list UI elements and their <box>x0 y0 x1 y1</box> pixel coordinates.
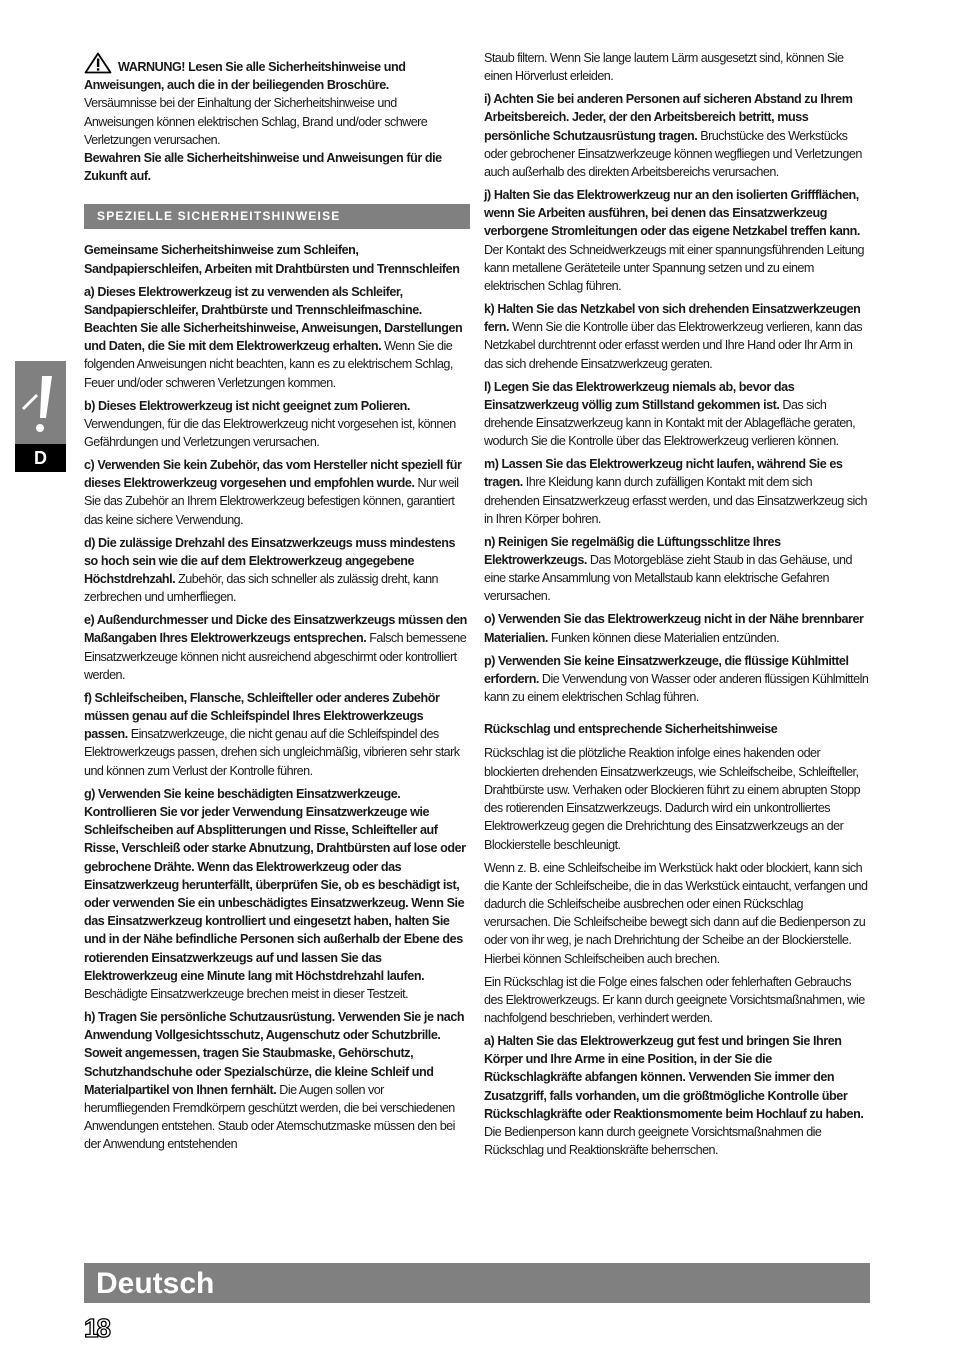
warning-text: Versäumnisse bei der Einhaltung der Sicherheitshinweise und Anweisungen können elektrischen Schlag, Brand und/oder schwere Verletzungen verursachen. <box>84 96 428 147</box>
safety-item-f <box>84 689 468 780</box>
right-column <box>484 49 870 1164</box>
item-text: Das Motorgebläse zieht Staub in das Gehäuse, und eine starke Ansammlung von Metallstaub kann elektrische Gefahren verursachen. <box>484 553 852 604</box>
safety-item-c <box>84 456 468 529</box>
item-bold: a) Dieses Elektrowerkzeug ist zu verwenden als Schleifer, Sandpapierschleifer, Drahtbürste und Trennschleifmaschine. Beachten Sie alle Sicherheitshinweise, Anweisungen, Darstellungen und Daten, die Sie mit dem Elektrowerkzeug erhalten. <box>84 284 463 354</box>
safety-item-p <box>484 652 870 707</box>
kickback-paragraph: Ein Rückschlag ist die Folge eines falschen oder fehlerhaften Gebrauchs des Elektrowerkzeugs. Er kann durch geeignete Vorsichtsmaßnahmen, wie nachfolgend beschrieben, verhindert werden. <box>484 974 865 1025</box>
item-text: Beschädigte Einsatzwerkzeuge brechen meist in dieser Testzeit. <box>84 986 409 1001</box>
item-bold: d) Die zulässige Drehzahl des Einsatzwerkzeugs muss mindestens so hoch sein wie die auf dem Elektrowerkzeug angegebene Höchstdrehzahl. <box>84 535 456 587</box>
item-text: Der Kontakt des Schneidwerkzeugs mit einer spannungsführenden Leitung kann metallene Geräteteile unter Spannung setzen und zu einem elektrischen Schlag führen. <box>484 242 865 294</box>
item-text: Bruchstücke des Werkstücks oder gebrochener Einsatzwerkzeuge können wegfliegen und Verletzungen auch außerhalb des direkten Arbeitsbereichs verursachen. <box>484 128 862 180</box>
safety-item-d <box>84 534 468 607</box>
item-bold: g) Verwenden Sie keine beschädigten Einsatzwerkzeuge. Kontrollieren Sie vor jeder Verwendung Einsatzwerkzeuge wie Schleifscheiben auf Absplitterungen und Risse, Schleifteller auf Risse, Verschleiß oder starke Abnutzung, Drahtbürsten auf lose oder gebrochene Drähte. Wenn das Elektrowerkzeug oder das Einsatzwerkzeug herunterfällt, überprüfen Sie, ob es beschädigt ist, oder verwenden Sie ein unbeschädigtes Einsatzwerkzeug. Wenn Sie das Einsatzwerkzeug kontrolliert und eingesetzt haben, halten Sie und in der Nähe befindliche Personen sich außerhalb der Ebene des rotierenden Einsatzwerkzeugs auf und lassen Sie das Elektrowerkzeug eine Minute lang mit Höchstdrehzahl laufen. <box>84 786 466 983</box>
item-text: Verwendungen, für die das Elektrowerkzeug nicht vorgesehen ist, können Gefährdungen und Verletzungen verursachen. <box>84 416 456 450</box>
continuation-text: Staub filtern. Wenn Sie lange lautem Lärm ausgesetzt sind, können Sie einen Hörverlust erleiden. <box>484 51 844 84</box>
safety-item-a <box>84 283 468 392</box>
item-bold: k) Halten Sie das Netzkabel von sich drehenden Einsatzwerkzeugen fern. <box>484 302 861 335</box>
item-bold: h) Tragen Sie persönliche Schutzausrüstung. Verwenden Sie je nach Anwendung Vollgesichtsschutz, Augenschutz oder Schutzbrille. Soweit angemessen, tragen Sie Staubmaske, Gehörschutz, Schutzhandschuhe oder Spezialschürze, die kleine Schleif und Materialpartikel von Ihnen fernhält. <box>84 1009 465 1097</box>
kickback-item-a <box>484 1032 870 1159</box>
item-bold: b) Dieses Elektrowerkzeug ist nicht geeignet zum Polieren. <box>84 398 410 413</box>
footer-language-bar: Deutsch <box>84 1263 870 1303</box>
safety-item-g <box>84 785 468 1003</box>
warning-bold-text: WARNUNG! Lesen Sie alle Sicherheitshinweise und Anweisungen, auch die in der beiliegenden Broschüre. <box>84 60 406 93</box>
item-text: Nur weil Sie das Zubehör an Ihrem Elektrowerkzeug befestigen können, garantiert das keine sichere Verwendung. <box>84 476 459 527</box>
item-text: Die Bedienperson kann durch geeignete Vorsichtsmaßnahmen die Rückschlag und Reaktionskräfte beherrschen. <box>484 1124 822 1158</box>
item-bold: i) Achten Sie bei anderen Personen auf sicheren Abstand zu Ihrem Arbeitsbereich. Jeder, der den Arbeitsbereich betritt, muss persönliche Schutzausrüstung tragen. <box>484 92 853 143</box>
kickback-paragraph: Wenn z. B. eine Schleifscheibe im Werkstück hakt oder blockiert, kann sich die Kante der Schleifscheibe, die in das Werkstück eintaucht, verfangen und dadurch die Schleifscheibe ausbrechen oder einen Rückschlag verursachen. Die Schleifscheibe bewegt sich dann auf die Bedienperson zu oder von ihr weg, je nach Drehrichtung der Scheibe an der Blockierstelle. Hierbei können Schleifscheiben auch brechen. <box>484 860 868 966</box>
item-bold: e) Außendurchmesser und Dicke des Einsatzwerkzeugs müssen den Maßangaben Ihres Elektrowerkzeugs entsprechen. <box>84 613 467 646</box>
safety-item-m <box>484 455 870 528</box>
safety-item-i <box>484 90 870 181</box>
kickback-heading: Rückschlag und entsprechende Sicherheitshinweise <box>484 722 778 737</box>
safety-item-e <box>84 611 468 684</box>
item-bold: c) Verwenden Sie kein Zubehör, das vom Hersteller nicht speziell für dieses Elektrowerkzeug vorgesehen und empfohlen wurde. <box>84 458 462 491</box>
safety-item-l <box>484 378 870 451</box>
page-number: 18 <box>84 1313 109 1343</box>
item-bold: l) Legen Sie das Elektrowerkzeug niemals ab, bevor das Einsatzwerkzeug völlig zum Stillstand gekommen ist. <box>484 379 795 412</box>
safety-item-o <box>484 610 870 646</box>
section-title-bar: SPEZIELLE SICHERHEITSHINWEISE <box>84 204 470 229</box>
item-text: Das sich drehende Einsatzwerkzeug kann in Kontakt mit der Ablagefläche geraten, wodurch Sie die Kontrolle über das Elektrowerkzeug verlieren können. <box>484 397 856 449</box>
item-text: Die Augen sollen vor herumfliegenden Fremdkörpern geschützt werden, die bei verschiedenen Anwendungen entstehen. Staub oder Atemschutzmaske müssen den bei der Anwendung entstehenden <box>84 1082 455 1152</box>
item-bold: p) Verwenden Sie keine Einsatzwerkzeuge, die flüssige Kühlmittel erfordern. <box>484 653 849 686</box>
item-text: Zubehör, das sich schneller als zulässig dreht, kann zerbrechen und umherfliegen. <box>84 572 438 605</box>
exclamation-icon <box>15 361 66 444</box>
item-bold: a) Halten Sie das Elektrowerkzeug gut fest und bringen Sie Ihren Körper und Ihre Arme in eine Position, in der Sie die Rückschlagkräfte abfangen können. Verwenden Sie immer den Zusatzgriff, falls vorhanden, um die größtmögliche Kontrolle über Rückschlagkräfte oder Reaktionsmomente beim Hochlauf zu haben. <box>484 1033 864 1121</box>
warning-triangle-icon <box>84 52 112 74</box>
item-bold: n) Reinigen Sie regelmäßig die Lüftungsschlitze Ihres Elektrowerkzeugs. <box>484 534 781 568</box>
item-bold: o) Verwenden Sie das Elektrowerkzeug nicht in der Nähe brennbarer Materialien. <box>484 612 864 645</box>
item-bold: j) Halten Sie das Elektrowerkzeug nur an den isolierten Griffflächen, wenn Sie Arbeiten ausführen, bei denen das Einsatzwerkzeug verborgene Stromleitungen oder das eigene Netzkabel treffen kann. <box>484 188 860 239</box>
common-heading: Gemeinsame Sicherheitshinweise zum Schleifen, Sandpapierschleifen, Arbeiten mit Drahtbürsten und Trennschleifen <box>84 243 460 276</box>
item-text: Wenn Sie die Kontrolle über das Elektrowerkzeug verlieren, kann das Netzkabel durchtrennt oder erfasst werden und Ihre Hand oder Ihr Arm in das sich drehende Einsatzwerkzeug geraten. <box>484 320 863 371</box>
safety-item-j <box>484 186 870 295</box>
language-side-tab <box>15 361 66 472</box>
language-tab-letter: D <box>15 444 66 472</box>
item-text: Ihre Kleidung kann durch zufälligen Kontakt mit dem sich drehenden Einsatzwerkzeug erfasst werden, und das Einsatzwerkzeug sich in Ihren Körper bohren. <box>484 475 867 526</box>
item-bold: m) Lassen Sie das Elektrowerkzeug nicht laufen, während Sie es tragen. <box>484 457 843 490</box>
item-text: Die Verwendung von Wasser oder anderen flüssigen Kühlmitteln kann zu einem elektrischen Schlag führen. <box>484 671 869 705</box>
item-text: Funken können diese Materialien entzünden. <box>547 630 780 645</box>
left-column <box>84 49 468 1158</box>
safety-item-h <box>84 1008 468 1154</box>
item-text: Falsch bemessene Einsatzwerkzeuge können nicht ausreichend abgeschirmt oder kontrolliert werden. <box>84 631 467 682</box>
warning-block <box>84 52 468 185</box>
item-text: Wenn Sie die folgenden Anweisungen nicht beachten, kann es zu elektrischem Schlag, Feuer und/oder schweren Verletzungen kommen. <box>84 339 453 390</box>
kickback-paragraph: Rückschlag ist die plötzliche Reaktion infolge eines hakenden oder blockierten drehenden Einsatzwerkzeugs, wie Schleifscheibe, Schleifteller, Drahtbürste usw. Verhaken oder Blockieren führt zu einem abrupten Stopp des rotierenden Einsatzwerkzeugs. Dadurch wird ein unkontrolliertes Elektrowerkzeug gegen die Drehrichtung des Einsatzwerkzeugs an der Blockierstelle beschleunigt. <box>484 746 861 852</box>
safety-item-k <box>484 300 870 373</box>
item-text: Einsatzwerkzeuge, die nicht genau auf die Schleifspindel des Elektrowerkzeugs passen, drehen sich ungleichmäßig, vibrieren sehr stark und können zum Verlust der Kontrolle führen. <box>84 727 460 778</box>
safety-item-n <box>484 533 870 606</box>
item-bold: f) Schleifscheiben, Flansche, Schleifteller oder anderes Zubehör müssen genau auf die Schleifspindel Ihres Elektrowerkzeugs passen. <box>84 690 440 742</box>
safety-item-b <box>84 397 468 452</box>
warning-heading <box>84 52 468 94</box>
warning-keep-text: Bewahren Sie alle Sicherheitshinweise und Anweisungen für die Zukunft auf. <box>84 151 442 184</box>
